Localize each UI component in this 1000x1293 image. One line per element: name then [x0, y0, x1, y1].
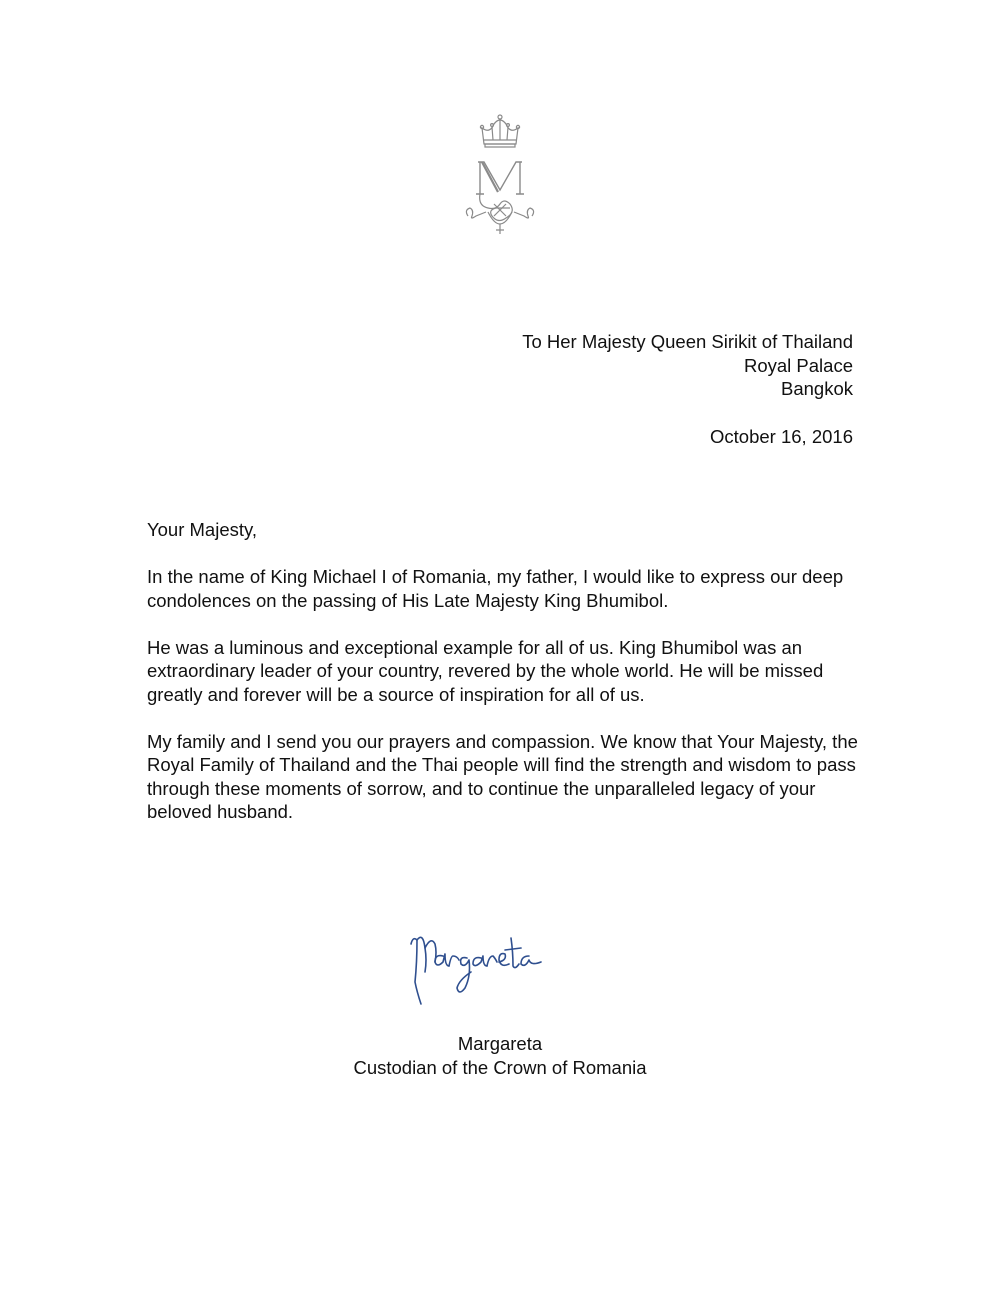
- signatory-name: Margareta: [457, 1033, 543, 1054]
- handwritten-signature: [405, 922, 550, 1012]
- body-paragraph-1: In the name of King Michael I of Romania, my father, I would like to express our deep condolences on the passing of His Late Majesty King Bhumibol.: [147, 566, 844, 611]
- recipient-line-3: Bangkok: [781, 378, 853, 399]
- recipient-line-1: To Her Majesty Queen Sirikit of Thailand: [522, 331, 853, 352]
- letter-date: October 16, 2016: [710, 426, 853, 447]
- letter-body: [147, 518, 867, 847]
- royal-monogram-crown-icon: [462, 112, 538, 238]
- salutation: Your Majesty,: [147, 519, 258, 540]
- recipient-line-2: Royal Palace: [743, 354, 853, 376]
- recipient-address: [522, 330, 853, 401]
- signoff-block: [0, 1032, 1000, 1079]
- body-paragraph-3: My family and I send you our prayers and compassion. We know that Your Majesty, the Royal Family of Thailand and the Thai people will find the strength and wisdom to pass through these moments of sorrow, and to continue the unparalleled legacy of your beloved husband.: [147, 730, 858, 822]
- signatory-title: Custodian of the Crown of Romania: [353, 1056, 647, 1078]
- body-paragraph-2: He was a luminous and exceptional example for all of us. King Bhumibol was an extraordinary leader of your country, revered by the whole world. He will be missed greatly and forever will be a source of inspiration for all of us.: [147, 636, 824, 705]
